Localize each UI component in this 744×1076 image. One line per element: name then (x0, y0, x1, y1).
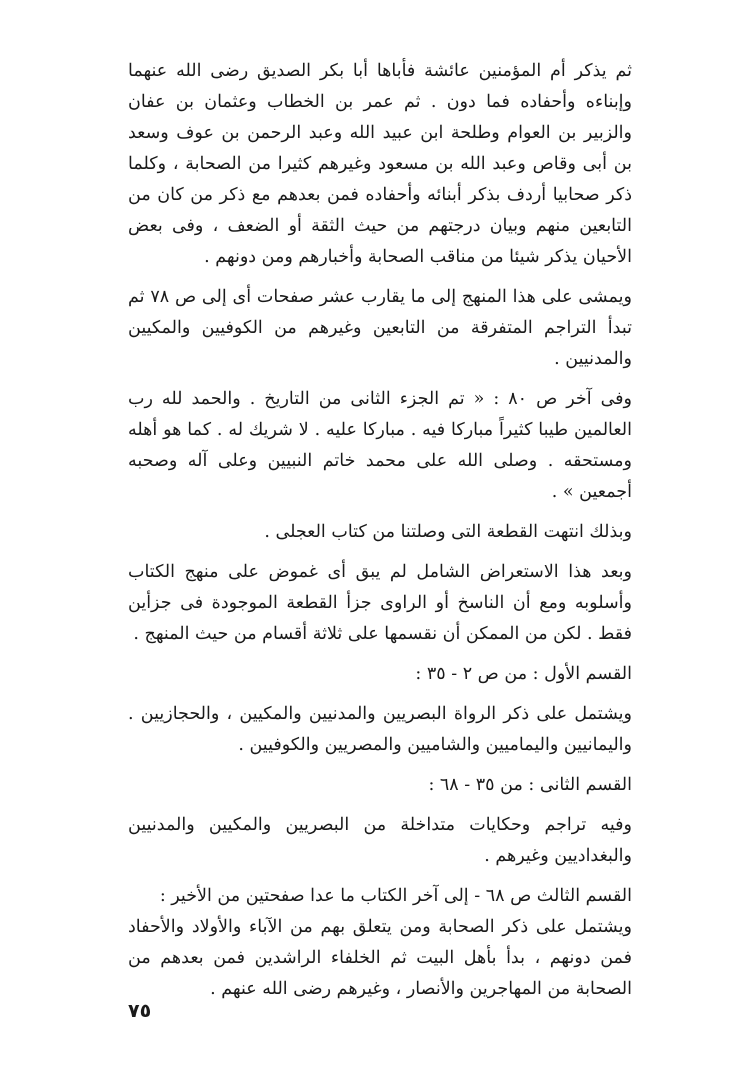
paragraph-first-section: ويشتمل على ذكر الرواة البصريين والمدنيين والمكيين ، والحجازيين . واليمانيين واليماميين والشاميين والمصريين والكوفيين . (128, 704, 632, 755)
section-heading-first: القسم الأول : من ص ٢ - ٣٥ : (415, 664, 632, 684)
paragraph-second-section: وفيه تراجم وحكايات متداخلة من البصريين والمكيين والمدنيين والبغداديين وغيرهم . (128, 815, 632, 866)
paragraph-companions: ثم يذكر أم المؤمنين عائشة فأباها أبا بكر الصديق رضى الله عنهما وإبناءه وأحفاده فما دون . ثم عمر بن الخطاب وعثمان بن عفان والزبير بن العوام وطلحة ابن عبيد الله وعبد الرحمن بن عوف وسعد بن أبى وقاص وعبد الله بن مسعود وغيرهم كثيرا من الصحابة ، وكلما ذكر صحابيا أردف بذكر أبنائه وأحفاده فمن بعدهم مع ذكر من كان من التابعين منهم وبيان درجتهم من حيث الثقة أو الضعف ، وفى بعض الأحيان يذكر شيئا من مناقب الصحابة وأخبارهم ومن دونهم . (128, 61, 632, 267)
section-heading-third: القسم الثالث ص ٦٨ - إلى آخر الكتاب ما عدا صفحتين من الأخير : (159, 886, 632, 906)
paragraph-end-of-part-two: وفى آخر ص ٨٠ : « تم الجزء الثانى من التاريخ . والحمد لله رب العالمين طيبا كثيراً مباركا فيه . مباركا عليه . لا شريك له . كما هو أهله ومستحقه . وصلى الله على محمد خاتم النبيين وعلى آله وصحبه أجمعين » . (128, 389, 632, 502)
section-heading-second: القسم الثانى : من ٣٥ - ٦٨ : (428, 775, 632, 795)
paragraph-third-section: ويشتمل على ذكر الصحابة ومن يتعلق بهم من الآباء والأولاد والأحفاد فمن دونهم ، بدأ بأهل البيت ثم الخلفاء الراشدين فمن بعدهم من الصحابة من المهاجرين والأنصار ، وغيرهم رضى الله عنهم . (128, 917, 632, 999)
page-body (128, 56, 632, 1005)
paragraph-end-of-fragment: وبذلك انتهت القطعة التى وصلتنا من كتاب العجلى . (264, 522, 632, 542)
page-number: ٧٥ (128, 1000, 152, 1022)
paragraph-method-continuation: ويمشى على هذا المنهج إلى ما يقارب عشر صفحات أى إلى ص ٧٨ ثم تبدأ التراجم المتفرقة من التابعين وغيرهم من الكوفيين والمكيين والمدنيين . (128, 287, 632, 369)
paragraph-overview: وبعد هذا الاستعراض الشامل لم يبق أى غموض على منهج الكتاب وأسلوبه ومع أن الناسخ أو الراوى جزأ القطعة الموجودة فى جزأين فقط . لكن من الممكن أن نقسمها على ثلاثة أقسام من حيث المنهج . (128, 562, 632, 644)
